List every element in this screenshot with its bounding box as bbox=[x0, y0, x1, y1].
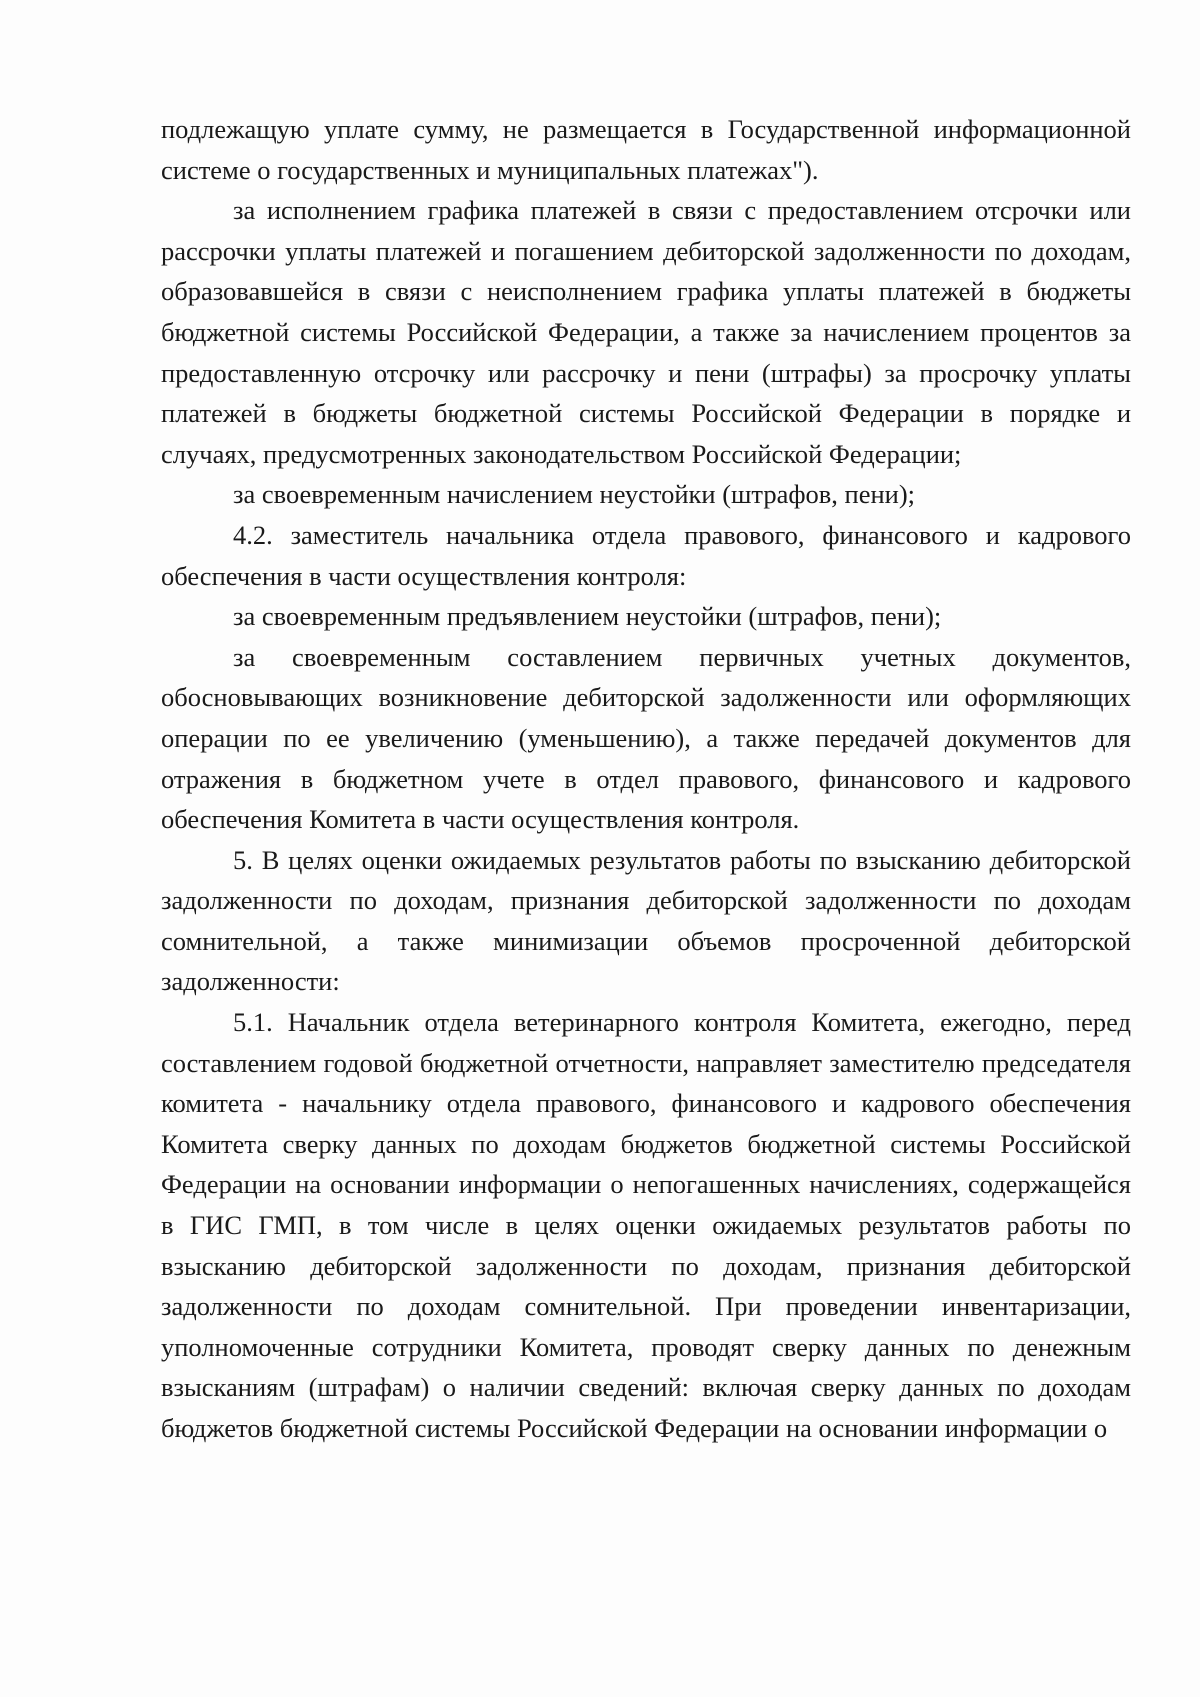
paragraph-penalty-claim: за своевременным предъявлением неустойки (штрафов, пени); bbox=[233, 601, 942, 632]
paragraph-payment-schedule-control: за исполнением графика платежей в связи с предоставлением отсрочки или рассрочки уплаты платежей и погашением дебиторской задолженности по доходам, образовавшейся в связи с неисполнением графика уплаты платежей в бюджеты бюджетной системы Российской Федерации, а также за начислением процентов за предоставленную отсрочку или рассрочку и пени (штрафы) за просрочку уплаты платежей в бюджеты бюджетной системы Российской Федерации в порядке и случаях, предусмотренных законодательством Российской Федерации; bbox=[161, 195, 1131, 469]
document-body bbox=[161, 109, 1131, 1449]
paragraph-primary-documents: за своевременным составлением первичных учетных документов, обосновывающих возникновение дебиторской задолженности или оформляющих операции по ее увеличению (уменьшению), а также передачей документов для отражения в бюджетном учете в отдел правового, финансового и кадрового обеспечения Комитета в части осуществления контроля. bbox=[161, 641, 1131, 835]
paragraph-continuation: подлежащую уплате сумму, не размещается в Государственной информационной системе о государственных и муниципальных платежах"). bbox=[161, 114, 1131, 185]
paragraph-clause-5-1: 5.1. Начальник отдела ветеринарного контроля Комитета, ежегодно, перед составлением годовой бюджетной отчетности, направляет заместителю председателя комитета - начальнику отдела правового, финансового и кадрового обеспечения Комитета сверку данных по доходам бюджетов бюджетной системы Российской Федерации на основании информации о непогашенных начислениях, содержащейся в ГИС ГМП, в том числе в целях оценки ожидаемых результатов работы по взысканию дебиторской задолженности по доходам, признания дебиторской задолженности по доходам сомнительной. При проведении инвентаризации, уполномоченные сотрудники Комитета, проводят сверку данных по денежным взысканиям (штрафам) о наличии сведений: включая сверку данных по доходам бюджетов бюджетной системы Российской Федерации на основании информации о bbox=[161, 1007, 1131, 1443]
paragraph-clause-4-2: 4.2. заместитель начальника отдела правового, финансового и кадрового обеспечения в части осуществления контроля: bbox=[161, 519, 1131, 591]
paragraph-clause-5: 5. В целях оценки ожидаемых результатов работы по взысканию дебиторской задолженности по доходам, признания дебиторской задолженности по доходам сомнительной, а также минимизации объемов просроченной дебиторской задолженности: bbox=[161, 844, 1131, 997]
paragraph-penalty-accrual: за своевременным начислением неустойки (штрафов, пени); bbox=[233, 479, 916, 510]
